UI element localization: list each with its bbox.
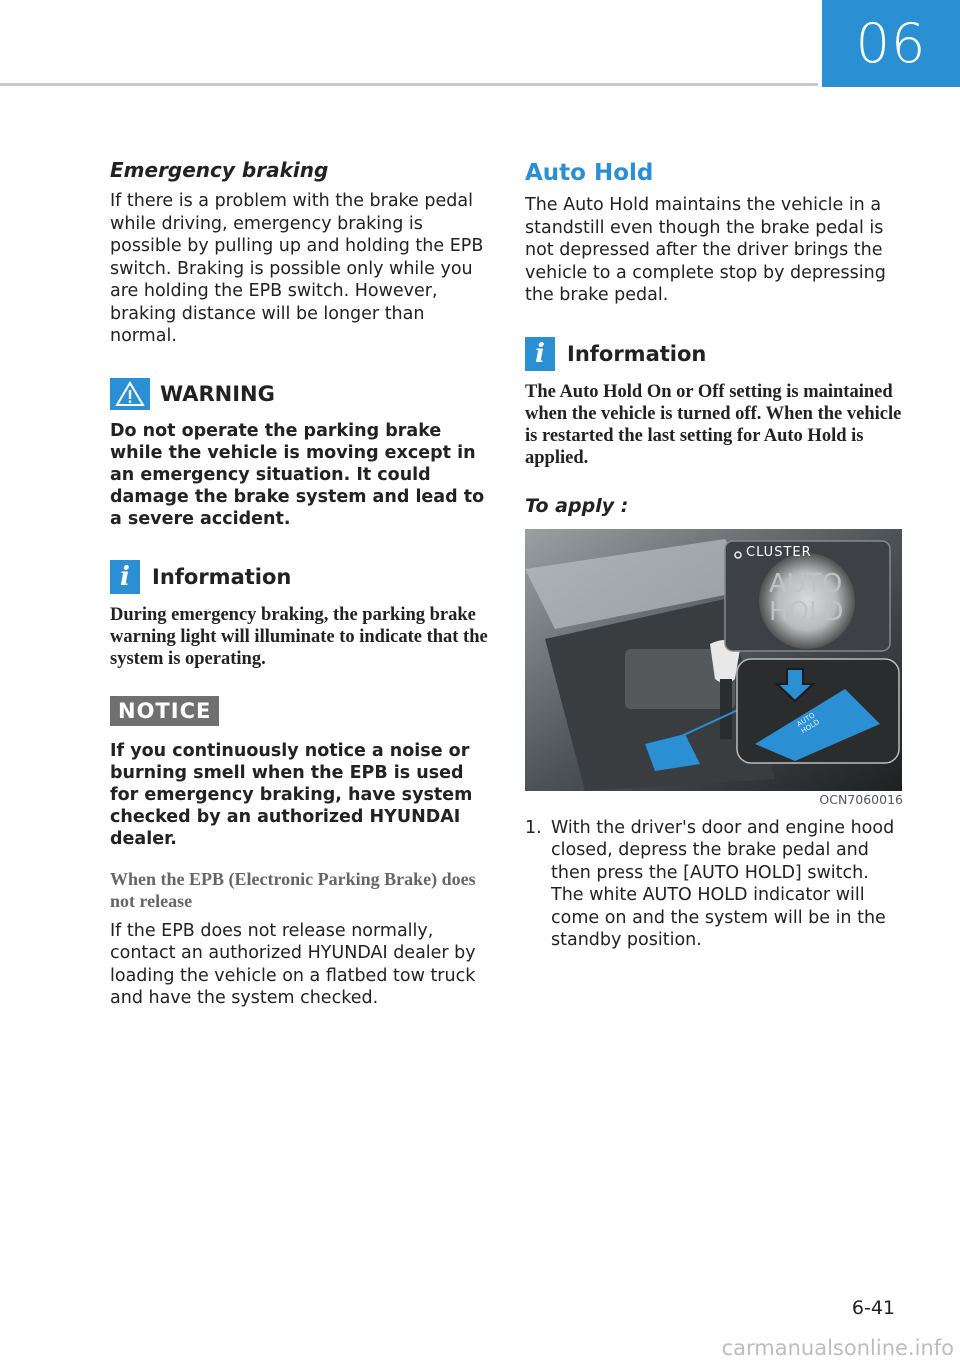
information-title: Information xyxy=(567,341,707,366)
left-column xyxy=(110,158,488,1010)
step-text: With the driver's door and engine hood closed, depress the brake pedal and then press the [AUTO HOLD] switch. The white AUTO HOLD indicator will come on and the system will be in the standby position. xyxy=(551,817,895,950)
epb-release-heading: When the EPB (Electronic Parking Brake) does not release xyxy=(110,868,476,911)
information-icon: i xyxy=(110,560,140,594)
emergency-braking-heading: Emergency braking xyxy=(110,158,329,182)
step-1 xyxy=(525,817,903,952)
auto-hold-information-text: The Auto Hold On or Off setting is maintained when the vehicle is turned off. When the vehicle is restarted the last setting for Auto Hold is applied. xyxy=(525,381,902,468)
emergency-braking-text: If there is a problem with the brake pedal while driving, emergency braking is possible by pulling up and holding the EPB switch. Braking is possible only while you are holding the EPB switch. However, braking distance will be longer than normal. xyxy=(110,191,484,346)
warning-text: Do not operate the parking brake while the vehicle is moving except in an emergency situation. It could damage the brake system and lead to a severe accident. xyxy=(110,420,485,529)
figure-caption: OCN7060016 xyxy=(819,791,903,807)
header-rule xyxy=(0,83,818,86)
auto-hold-text: The Auto Hold maintains the vehicle in a standstill even though the brake pedal is not depressed after the driver brings the vehicle to a complete stop by depressing the brake pedal. xyxy=(525,195,886,305)
step-number: 1. xyxy=(525,817,542,838)
auto-hold-illustration xyxy=(525,529,902,791)
information-header-2 xyxy=(525,337,903,371)
to-apply-heading: To apply : xyxy=(525,494,629,517)
notice-label: NOTICE xyxy=(110,696,219,726)
page-number: 6-41 xyxy=(851,1297,895,1319)
information-text: During emergency braking, the parking brake warning light will illuminate to indicate that the system is operating. xyxy=(110,604,488,669)
auto-hold-heading: Auto Hold xyxy=(525,160,654,186)
chapter-tab: 06 xyxy=(822,0,960,87)
epb-release-text: If the EPB does not release normally, contact an authorized HYUNDAI dealer by loading the vehicle on a flatbed tow truck and have the system checked. xyxy=(110,920,476,1008)
hold-indicator-label: HOLD xyxy=(769,596,844,627)
auto-hold-button-label: AUTO HOLD xyxy=(795,710,822,735)
warning-title: WARNING xyxy=(160,381,275,406)
information-header xyxy=(110,560,488,594)
notice-text: If you continuously notice a noise or burning smell when the EPB is used for emergency braking, have system checked by an authorized HYUNDAI dealer. xyxy=(110,740,473,849)
auto-indicator-label: AUTO xyxy=(769,568,843,599)
warning-triangle-icon xyxy=(110,378,150,410)
information-icon: i xyxy=(525,337,555,371)
cluster-label: CLUSTER xyxy=(746,544,812,560)
watermark: carmanualsonline.info xyxy=(721,1336,954,1360)
warning-header xyxy=(110,378,488,410)
information-title: Information xyxy=(152,564,292,589)
right-column xyxy=(525,158,903,952)
